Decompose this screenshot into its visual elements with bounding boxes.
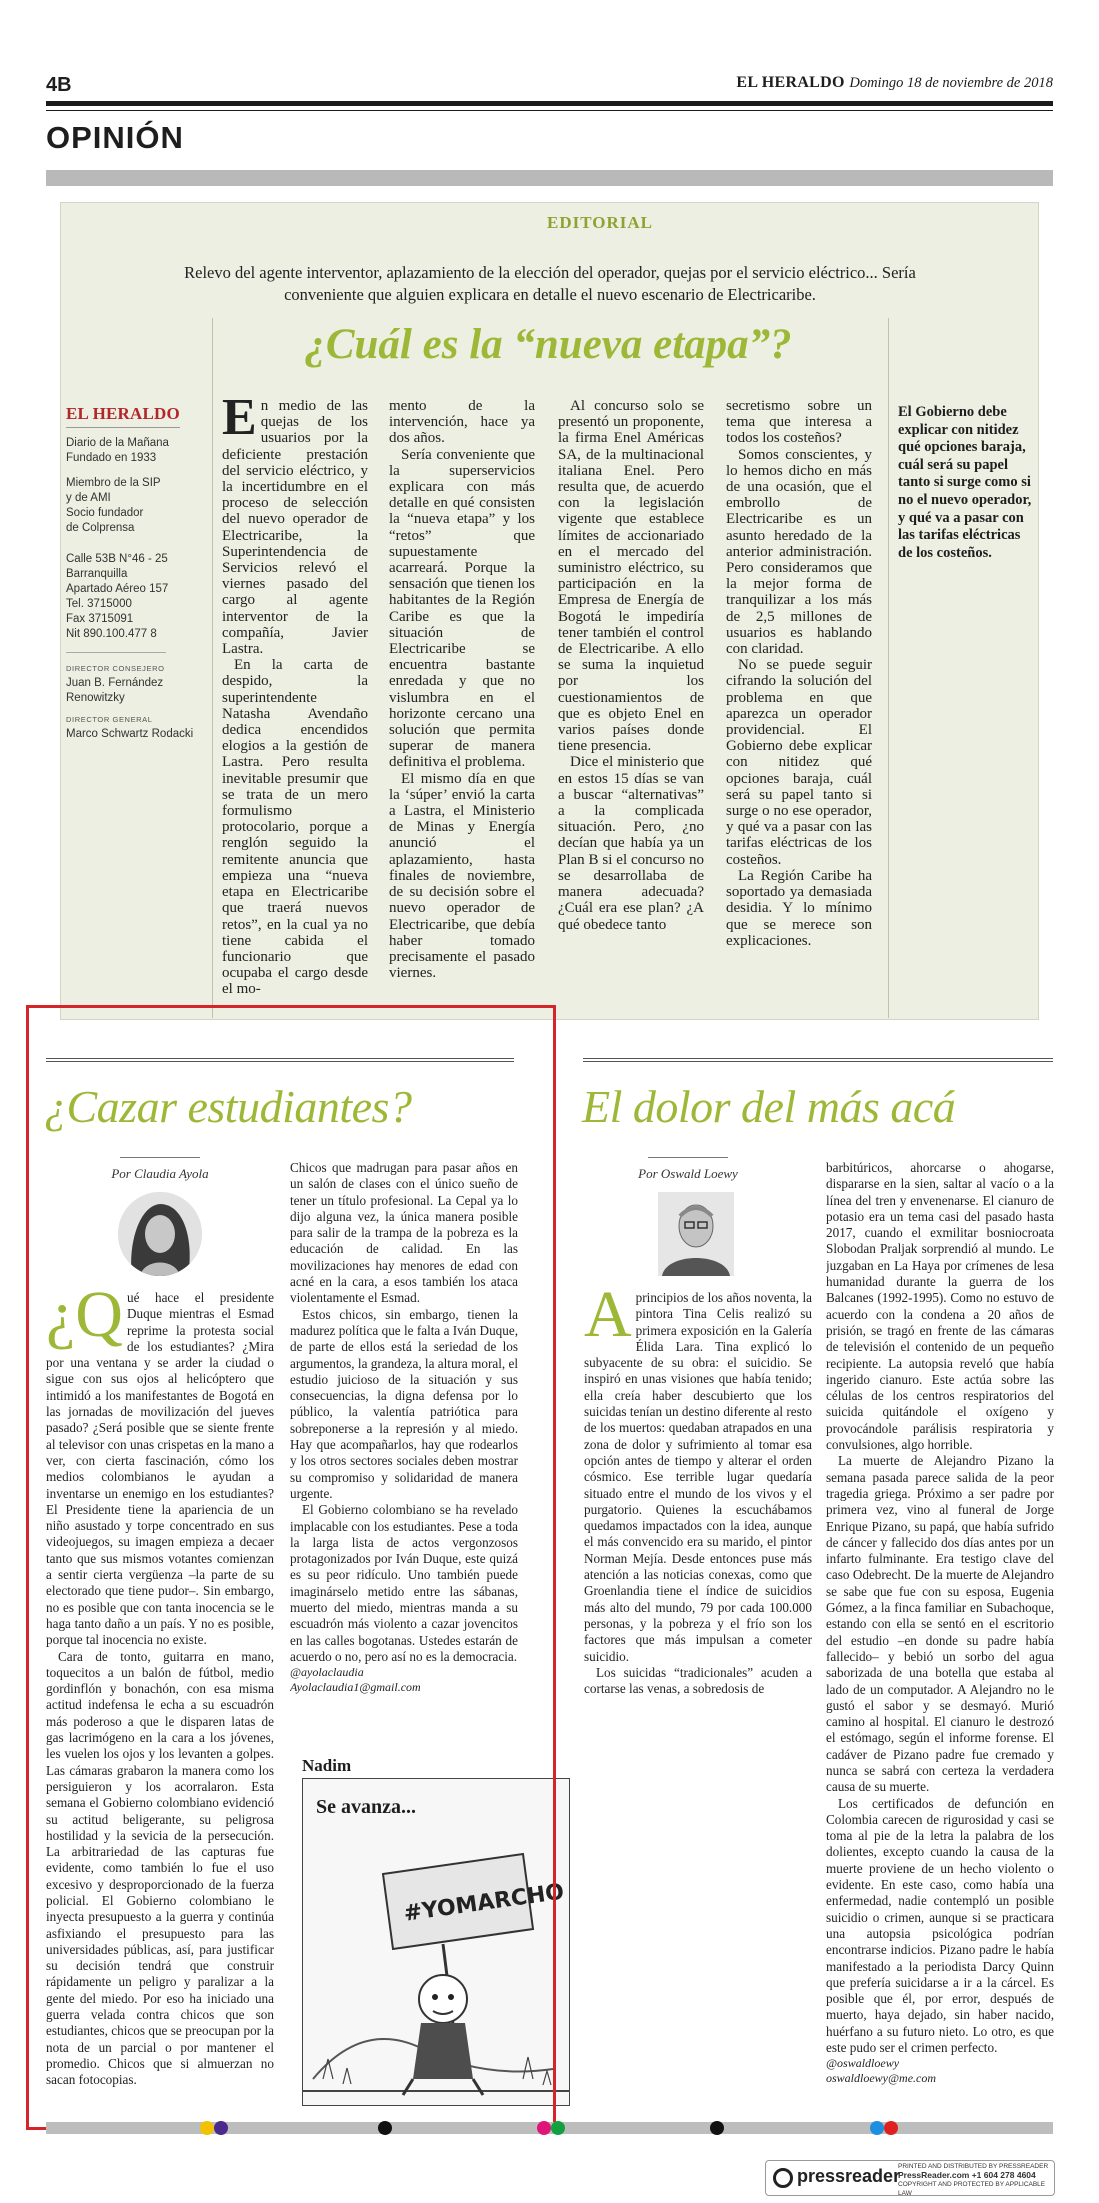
column-divider — [888, 318, 889, 1018]
pressreader-logo-icon — [773, 2168, 793, 2188]
editorial-column-1: En medio de las quejas de los usuarios por la deficiente prestación del servicio eléctrico, y la incertidumbre en el proceso de selección del nuevo operador de Electricaribe, la Superintendencia de Servicios relevó el viernes pasado del cargo al agente interventor de la compañía, Javier Lastra. En la carta de despido, la superintendente Natasha Avendaño dedica encendidos elogios a la gestión de Lastra. Pero resulta inevitable presumir que se trata de un mero formulismo protocolario, porque a renglón seguido la remitente anuncia que empieza una “nueva etapa en Electricaribe que traerá nuevos retos”, en la cual ya no tiene cabida el funcionario que ocupaba el cargo desde el mo- — [222, 389, 368, 998]
el-heraldo-logo: EL HERALDO — [66, 404, 180, 428]
page-number: 4B — [46, 74, 72, 96]
author-email: Ayolaclaudia1@gmail.com — [290, 1680, 421, 1695]
author-portrait — [658, 1192, 734, 1276]
header-rule — [46, 101, 1053, 106]
masthead — [736, 74, 1053, 92]
registration-dot — [870, 2121, 884, 2135]
masthead-info-2: Miembro de la SIP y de AMI Socio fundador de Colprensa — [66, 477, 161, 534]
registration-dot — [551, 2121, 565, 2135]
masthead-info-1: Diario de la Mañana Fundado en 1933 — [66, 437, 169, 464]
author-twitter: @ayolaclaudia — [290, 1665, 364, 1680]
section-band — [46, 170, 1053, 186]
pressreader-brand: pressreader — [797, 2166, 901, 2186]
article-column-1: ¿Q ué hace el presidente Duque mientras el Esmad reprime la protesta social de los estudiantes? ¿Mira por una ventana y se arder la ciudad o sigue con sus ojos al helicóptero que intimidó a los manifestantes de Bogotá en las jornadas de movilización del jueves pasado? ¿Será posible que se siente frente al televisor con unas crispetas en la mano a ver, con cierta fascinación, cómo los medios colombianos le ayudan a inventarse un enemigo en los estudiantes? El Presidente tiene la apariencia de un niño asustado y torpe concentrado en sus videojuegos, su imagen empieza a decaer tanto que sus mismos votantes comienzan a sentir cierta vergüenza –la parte de su electorado que tiene pudor–. Sin embargo, no es posible que con tanta inocencia se le haga tanto daño a un país. Y no es posible, porque tal inocencia no existe. Cara de tonto, guitarra en mano, toquecitos a un balón de fútbol, medio gordinflón y bonachón, con esa misma actitud indefensa le echa a su escuadrón más poderoso a que le disparen latas de gas lacrimógeno en la cara a los jóvenes, les vuelen los ojos y los levanten a golpes. Las cámaras grabaron la manera como los persiguieron y los acorralaron. Esta semana el Gobierno colombiano evidenció su actitud beligerante, su peligrosa hostilidad y la sevicia de la persecución. La arbitrariedad de las capturas fue evidente, como también lo fue el uso excesivo y desproporcionado de la fuerza policial. El Gobierno colombiano le inyecta presupuesto a la guerra y continúa asfixiando el presupuesto para las universidades públicas, así, para justificar su decisión tendrá que construir rápidamente un peligro y paralizar a la gente del miedo. Por eso ha iniciado una guerra velada contra chicos que son estudiantes, chicos que se preocupan por la nota de un parcial o por mantener el promedio. Chicos que si almuerzan no sacan fotocopias. — [46, 1290, 274, 2088]
selection-highlight — [26, 1005, 556, 2130]
cartoon-caption: Se avanza... — [316, 1796, 416, 1818]
registration-dot — [710, 2121, 724, 2135]
director-consejero: Juan B. Fernández Renowitzky — [66, 677, 164, 704]
byline: Por Claudia Ayola — [111, 1166, 209, 1181]
editorial-column-2: mento de la intervención, hace ya dos años. Sería conveniente que la superservicios explicara con más detalle en qué consisten la “nueva etapa” y los “retos” que supuestamente acarreará. Porque la sensación que tienen los habitantes de la Región Caribe es que la situación de Electricaribe se encuentra bastante enredada y que no vislumbra en el horizonte cercano una solución que permita superar de manera definitiva el problema. El mismo día en que la ‘súper’ envió la carta a Lastra, el Ministerio de Minas y Energía anunció el aplazamiento, hasta finales de noviembre, de su decisión sobre el nuevo operador de Electricaribe, que debía haber tomado precisamente el pasado viernes. — [389, 398, 535, 982]
newspaper-name: EL HERALDO — [736, 74, 845, 91]
article-rule — [583, 1058, 1053, 1062]
editorial-title: ¿Cuál es la “nueva etapa”? — [304, 321, 792, 368]
article-column-2: barbitúricos, ahorcarse o ahogarse, dispararse en la sien, saltar al vacío o a la línea del tren y envenenarse. El cianuro de potasio era un tema casi del pasado hasta 2017, cuando el exmilitar bosniocroata Slobodan Praljak sorprendió al mundo. Le juzgaban en La Haya por crímenes de lesa humanidad durante la guerra de los Balcanes (1992-1995). Como no estuvo de acuerdo con la condena a 20 años de prisión, se tragó en frente de las cámaras de televisión el contenido de un pequeño recipiente. La autopsia reveló que había ingerido cianuro. Este actúa sobre las células de los centros respiratorios del suicida quitándole el oxígeno y provocándole parálisis respiratoria y convulsiones, algo horrible. La muerte de Alejandro Pizano la semana pasada parece salida de la peor tragedia griega. Próximo a ser padre por primera vez, vino al funeral de Jorge Enrique Pizano, su papá, que había sufrido de cáncer y fallecido dos días antes por un infarto fulminante. Era testigo clave del caso Odebrecht. De la muerte de Alejandro se sabe que fue con su esposa, Eugenia Gómez, a la finca familiar en Subachoque, estando con ella se sentó en el escritorio del estudio –en donde su padre había fallecido– y bebió un sorbo del agua saborizada de una botella que estaba al lado de un computador. A Alejandro no le gustó el sabor y se desmayó. Murió camino al hospital. El cianuro le destrozó el estómago, según el informe forense. El cadáver de Pizano padre fue cremado y nunca se sabrá con certeza la verdadera causa de su muerte. Los certificados de defunción en Colombia carecen de rigurosidad y casi se toma al pie de la letra la palabra de los dolientes, excepto cuando la causa de la muerte proviene de un hecho violento o evidente. En este caso, como había una enfermedad, nadie contempló un posible suicidio o crimen, aunque si se practicara una autopsia psicológica podrían encontrarse indicios. Pizano padre le había manifestado a la periodista Darcy Quinn que prefería suicidarse a ir a la cárcel. Es posible que él, por error, después de muerto, haya dejado, sin haber nacido, huérfano a su futuro nieto. Lo otro, es que este pudo ser el crimen perfecto. @oswaldloewy oswaldloewy@me.com — [826, 1160, 1054, 2086]
article-title: El dolor del más acá — [582, 1081, 956, 1132]
registration-dot — [537, 2121, 551, 2135]
registration-dot — [200, 2121, 214, 2135]
drop-cap: ¿Q — [46, 1290, 123, 1351]
author-photo-icon — [658, 1192, 734, 1276]
issue-date: Domingo 18 de noviembre de 2018 — [849, 75, 1053, 91]
masthead-address: Calle 53B N°46 - 25 Barranquilla Apartado Aéreo 157 Tel. 3715000 Fax 3715091 Nit 890.100.477 8 — [66, 553, 169, 640]
pressreader-info: PRINTED AND DISTRIBUTED BY PRESSREADER PressReader.com +1 604 278 4604 COPYRIGHT AND PROTECTED BY APPLICABLE LAW — [898, 2163, 1049, 2197]
editorial-kicker: EDITORIAL — [547, 213, 653, 232]
role-label: DIRECTOR CONSEJERO — [66, 652, 166, 676]
editorial-column-3: Al concurso solo se presentó un proponente, la firma Enel Américas SA, de la multinacional italiana Enel. Pero resulta que, de acuerdo con la legislación vigente que establece límites de accionariado en el mercado del suministro eléctrico, su participación en la Empresa de Energía de Bogotá le impediría tener también el control de Electricaribe. A ello se suma la inquietud por los cuestionamientos de que es objeto Enel en varios países donde tiene presencia. Dice el ministerio que en estos 15 días se van a buscar “alternativas” a la complicada situación. Pero, ¿no decían que había ya un Plan B si el concurso no se desarrollaba de manera adecuada? ¿Cuál era ese plan? ¿A qué obedece tanto — [558, 398, 704, 933]
drop-cap: E — [222, 389, 257, 446]
role-label: DIRECTOR GENERAL — [66, 715, 153, 724]
column-divider — [212, 318, 213, 1018]
editorial-masthead-box — [66, 404, 204, 742]
cartoon-sign-text: #YOMARCHO — [402, 1879, 566, 1927]
registration-dot — [884, 2121, 898, 2135]
section-title: OPINIÓN — [46, 120, 184, 155]
article-column-1: Aprincipios de los años noventa, la pintora Tina Celis realizó su primera exposición en la Galería Élida Lara. Tina explicó lo subyacente de su obra: el suicidio. Se inspiró en unas visiones que había tenido; ella creía haber descubierto que los suicidas tenían un destino diferente al resto de los muertos: quedaban atrapados en una zona de dolor y sufrimiento al tomar esa opción antes de tiempo y alterar el orden cósmico. Ese terrible lugar quedaría situado entre el mundo de los vivos y el purgatorio. Quienes la escuchábamos quedamos impactados con la idea, aunque el más convencido era su marido, el pintor Norman Mejía. Desde entonces puse más atención a las noticias conexas, como que Groenlandia tiene el índice de suicidios más alto del mundo, 79 por cada 100.000 personas, y la pobreza y el frío son los factores que más impulsan a cometer suicidio. Los suicidas “tradicionales” acuden a cortarse las venas, a sobredosis de — [584, 1290, 812, 1697]
header-rule-thin — [46, 110, 1053, 111]
editorial-column-4: secretismo sobre un tema que interesa a todos los costeños? Somos conscientes, y lo hemos dicho en más de una ocasión, que el embrollo de Electricaribe es un asunto heredado de la anterior administración. Pero consideramos que la mejor forma de tranquilizar a los más de 2,5 millones de usuarios es hablando con claridad. No se puede seguir cifrando la solución del problema en que aparezca un operador providencial. El Gobierno debe explicar con nitidez qué opciones baraja, cuál será su papel tanto si surge o no ese operador, y qué va a pasar con las tarifas eléctricas de los costeños. La Región Caribe ha soportado ya demasiada desidia. Y lo mínimo que se merece son explicaciones. — [726, 398, 872, 949]
article-column-2: Chicos que madrugan para pasar años en un salón de clases con el único sueño de tener un título profesional. La Cepal ya lo dijo alguna vez, la única manera posible para salir de la trampa de la pobreza es la educación de calidad. En las movilizaciones hay menores de edad con acné en la cara, a esos también los ataca violentamente el Esmad. Estos chicos, sin embargo, tienen la madurez política que le falta a Iván Duque, de parte de ellos está la seriedad de los argumentos, la grandeza, la altura moral, el estudio juicioso de la situación y sus consecuencias, la digna defensa por lo público, la valentía patriótica para sobreponerse a la represión y al miedo. Hay que acompañarlos, hay que rodearlos y los otros sectores sociales deben mostrar su compromiso y solidaridad de manera urgente. El Gobierno colombiano se ha revelado implacable con los estudiantes. Pese a toda la larga lista de actos vergonzosos protagonizados por Iván Duque, este quizá es su peor ridículo. Uno también puede imaginárselo metido entre las sábanas, muerto del miedo, mientras manda a su escuadrón más violento a cazar jovencitos en las calles bogotanas. Ustedes estarán de acuerdo o no, pero así no es la democracia. @ayolaclaudia Ayolaclaudia1@gmail.com — [290, 1160, 518, 1695]
pull-quote: El Gobierno debe explicar con nitidez qué opciones baraja, cuál será su papel tanto si surge como si no el nuevo operador, y qué va a pasar con las tarifas eléctricas de los costeños. — [898, 404, 1032, 561]
registration-dot — [378, 2121, 392, 2135]
author-email: oswaldloewy@me.com — [826, 2071, 937, 2086]
byline: Por Oswald Loewy — [638, 1166, 738, 1181]
article-title: ¿Cazar estudiantes? — [44, 1081, 412, 1132]
author-twitter: @oswaldloewy — [826, 2056, 900, 2071]
byline-rule — [648, 1157, 728, 1158]
cartoonist-label: Nadim — [302, 1756, 352, 1775]
drop-cap: A — [584, 1290, 632, 1351]
director-general: Marco Schwartz Rodacki — [66, 728, 194, 740]
registration-dot — [214, 2121, 228, 2135]
editorial-deck: Relevo del agente interventor, aplazamiento de la elección del operador, quejas por el servicio eléctrico... Sería conveniente que alguien explicara en detalle el nuevo escenario de Electricaribe. — [184, 263, 916, 304]
